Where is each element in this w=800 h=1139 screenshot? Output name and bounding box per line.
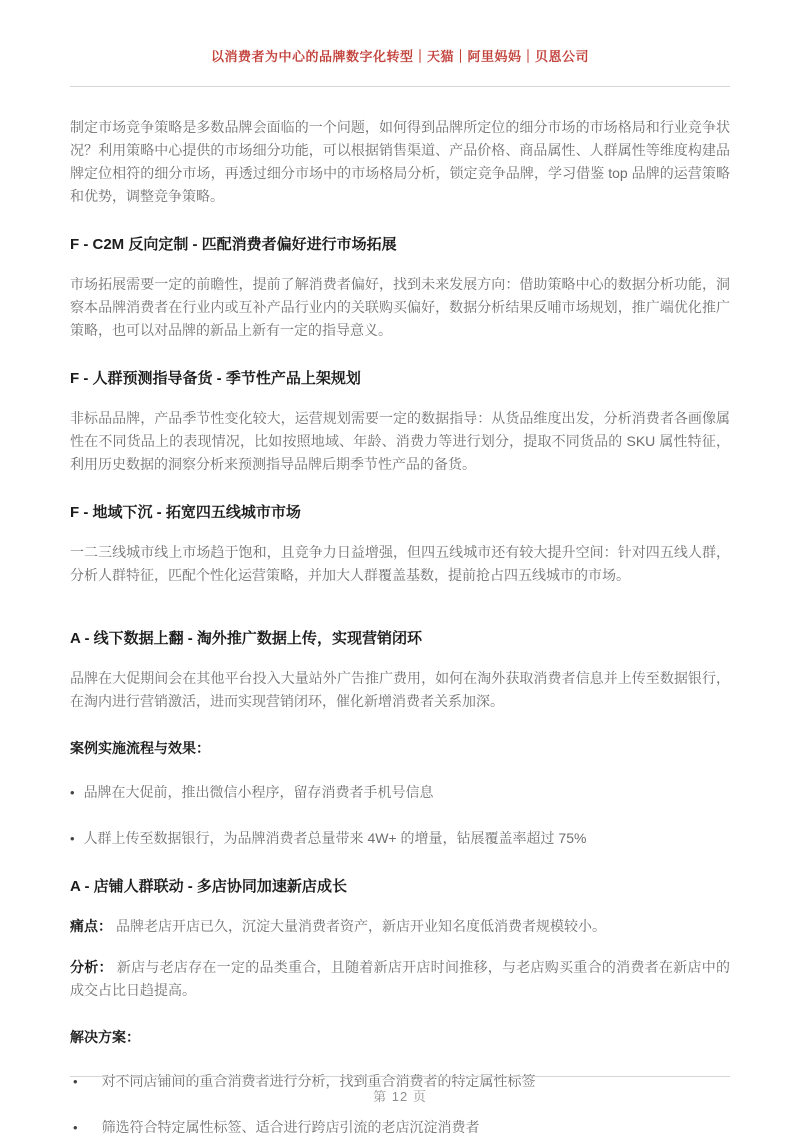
pain-point-paragraph (70, 915, 730, 938)
header-rule (70, 86, 730, 87)
pain-point-label: 痛点： (70, 918, 112, 934)
page-footer (70, 1076, 730, 1105)
section-paragraph: 非标品品牌，产品季节性变化较大，运营规划需要一定的数据指导：从货品维度出发，分析消费者各画像属性在不同货品上的表现情况，比如按照地域、年龄、消费力等进行划分，提取不同货品的 SKU 属性特征，利用历史数据的洞察分析来预测指导品牌后期季节性产品的备货。 (70, 410, 730, 472)
list-item (70, 781, 730, 804)
analysis-paragraph (70, 956, 730, 1002)
footer-rule (70, 1076, 730, 1077)
section-paragraph: 一二三线城市线上市场趋于饱和，且竞争力日益增强，但四五线城市还有较大提升空间：针对四五线人群，分析人群特征，匹配个性化运营策略，并加大人群覆盖基数，提前抢占四五线城市的市场。 (70, 544, 730, 583)
case-flow-heading: 案例实施流程与效果： (70, 740, 210, 756)
analysis-text: 新店与老店存在一定的品类重合，且随着新店开店时间推移，与老店购买重合的消费者在新店中的成交占比日趋提高。 (70, 959, 731, 998)
page-number: 第 12 页 (373, 1089, 427, 1104)
bullet-icon: • (73, 1120, 78, 1135)
section-paragraph: 市场拓展需要一定的前瞻性，提前了解消费者偏好，找到未来发展方向：借助策略中心的数据分析功能，洞察本品牌消费者在行业内或互补产品行业内的关联购买偏好，数据分析结果反哺市场规划，推广端优化推广策略，也可以对品牌的新品上新有一定的指导意义。 (70, 276, 730, 338)
section-title-store-crowd: A - 店铺人群联动 - 多店协同加速新店成长 (70, 878, 347, 895)
list-item (70, 827, 730, 850)
solution-heading: 解决方案： (70, 1029, 140, 1045)
pain-point-text: 品牌老店开店已久，沉淀大量消费者资产，新店开业知名度低消费者规模较小。 (116, 918, 606, 934)
section-paragraph: 品牌在大促期间会在其他平台投入大量站外广告推广费用，如何在淘外获取消费者信息并上传至数据银行，在淘内进行营销激活，进而实现营销闭环，催化新增消费者关系加深。 (70, 670, 730, 709)
section-title-region-sink: F - 地域下沉 - 拓宽四五线城市市场 (70, 504, 301, 521)
header-title: 以消费者为中心的品牌数字化转型｜天猫｜阿里妈妈｜贝恩公司 (210, 49, 589, 64)
page-header (70, 0, 730, 87)
bullet-icon: • (70, 785, 75, 800)
case-bullet-list (70, 781, 730, 850)
list-item (70, 1116, 730, 1139)
section-title-offline-data: A - 线下数据上翻 - 淘外推广数据上传，实现营销闭环 (70, 630, 422, 647)
list-item-text: 品牌在大促前，推出微信小程序，留存消费者手机号信息 (83, 784, 434, 800)
bullet-icon: • (73, 1074, 78, 1089)
list-item-text: 对不同店铺间的重合消费者进行分析，找到重合消费者的特定属性标签 (101, 1073, 536, 1089)
analysis-label: 分析： (70, 959, 113, 975)
list-item-text: 筛选符合特定属性标签、适合进行跨店引流的老店沉淀消费者 (101, 1119, 480, 1135)
section-title-c2m: F - C2M 反向定制 - 匹配消费者偏好进行市场拓展 (70, 236, 397, 253)
bullet-icon: • (70, 831, 75, 846)
intro-paragraph: 制定市场竞争策略是多数品牌会面临的一个问题，如何得到品牌所定位的细分市场的市场格局和行业竞争状况？利用策略中心提供的市场细分功能，可以根据销售渠道、产品价格、商品属性、人群属性等维度构建品牌定位相符的细分市场，再透过细分市场中的市场格局分析，锁定竞争品牌，学习借鉴 top 品牌的运营策略和优势，调整竞争策略。 (70, 119, 730, 204)
list-item-text: 人群上传至数据银行，为品牌消费者总量带来 4W+ 的增量，钻展覆盖率超过 75% (83, 830, 587, 846)
section-title-crowd-forecast: F - 人群预测指导备货 - 季节性产品上架规划 (70, 370, 361, 387)
